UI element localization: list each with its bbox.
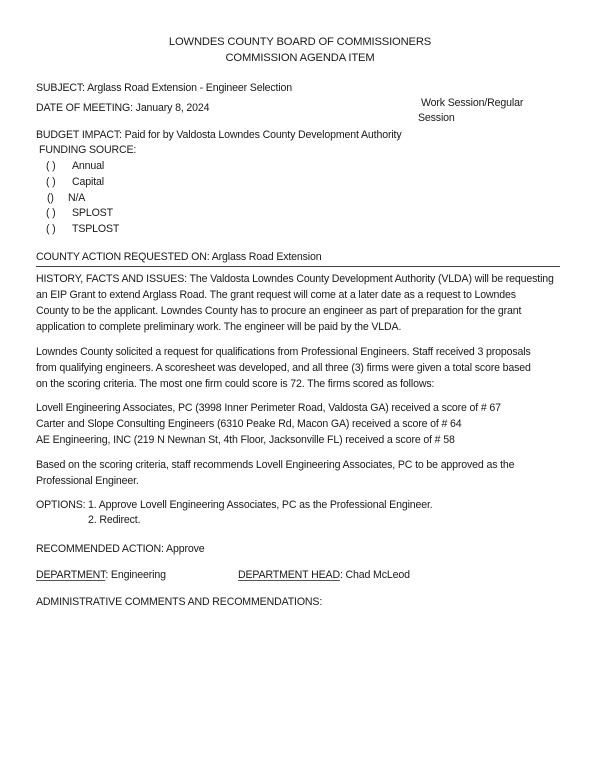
- funding-option-capital: [46, 176, 104, 188]
- history-line: application to complete preliminary work. The engineer will be paid by the VLDA.: [36, 321, 402, 333]
- budget-impact-label: BUDGET IMPACT:: [36, 129, 122, 141]
- option-item-redirect: 2. Redirect.: [88, 514, 141, 526]
- funding-checkbox-mark: ( ): [46, 207, 56, 219]
- department-head-label: DEPARTMENT HEAD: [238, 569, 340, 581]
- department-value: : Engineering: [105, 569, 166, 581]
- funding-option-label: SPLOST: [72, 207, 113, 219]
- funding-checkbox-mark: (): [47, 192, 54, 204]
- county-action-line: [36, 251, 322, 263]
- section-divider: [36, 266, 560, 267]
- session-type-line2: Session: [418, 112, 455, 124]
- history-line: an EIP Grant to extend Arglass Road. The grant request will come at a later date as a request to Lowndes: [36, 289, 516, 301]
- funding-option-tsplost: [46, 223, 119, 235]
- budget-impact-line: [36, 129, 401, 141]
- firm-scores-list: [36, 400, 566, 448]
- solicitation-line: Lowndes County solicited a request for qualifications from Professional Engineers. Staff received 3 proposals: [36, 346, 531, 358]
- subject-value: Arglass Road Extension - Engineer Selection: [87, 82, 293, 94]
- funding-option-annual: [46, 160, 104, 172]
- department-head-value: : Chad McLeod: [339, 569, 410, 581]
- option-item-approve: 1. Approve Lovell Engineering Associates, PC as the Professional Engineer.: [88, 499, 433, 511]
- funding-option-label: N/A: [68, 192, 86, 204]
- solicitation-line: from qualifying engineers. A scoresheet was developed, and all three (3) firms were given a total score based: [36, 362, 531, 374]
- funding-option-label: Capital: [72, 176, 104, 188]
- county-action-value: Arglass Road Extension: [211, 251, 322, 263]
- funding-option-label: TSPLOST: [72, 223, 120, 235]
- funding-option-label: Annual: [72, 160, 105, 172]
- solicitation-line: on the scoring criteria. The most one firm could score is 72. The firms scored as follows:: [36, 378, 435, 390]
- department-line: [36, 569, 166, 581]
- meeting-date-line: [36, 102, 209, 114]
- history-facts-paragraph: [36, 271, 566, 335]
- department-head-line: [238, 569, 410, 581]
- recommended-action-line: [36, 543, 204, 555]
- funding-option-splost: [46, 207, 113, 219]
- meeting-date-label: DATE OF MEETING:: [36, 102, 133, 114]
- funding-checkbox-mark: ( ): [46, 160, 56, 172]
- board-title: LOWNDES COUNTY BOARD OF COMMISSIONERS: [168, 36, 432, 48]
- firm-score-item: Carter and Slope Consulting Engineers (6310 Peake Rd, Macon GA) received a score of # 64: [36, 418, 462, 430]
- history-line: County to be the applicant. Lowndes County has to procure an engineer as part of preparation for the grant: [36, 305, 522, 317]
- county-action-label: COUNTY ACTION REQUESTED ON:: [36, 251, 210, 263]
- staff-recommendation-paragraph: [36, 457, 566, 489]
- admin-comments-label: ADMINISTRATIVE COMMENTS AND RECOMMENDATIONS:: [36, 596, 323, 608]
- funding-checkbox-mark: ( ): [46, 176, 56, 188]
- agenda-item-title: COMMISSION AGENDA ITEM: [225, 52, 375, 64]
- subject-line: [36, 82, 292, 94]
- recommendation-line: Based on the scoring criteria, staff recommends Lovell Engineering Associates, PC to be approved as the: [36, 459, 515, 471]
- session-type-line1: Work Session/Regular: [421, 97, 524, 109]
- funding-option-na: [47, 192, 85, 204]
- meeting-date-value: January 8, 2024: [135, 102, 210, 114]
- firm-score-item: Lovell Engineering Associates, PC (3998 Inner Perimeter Road, Valdosta GA) received a score of # 67: [36, 402, 501, 414]
- options-label: OPTIONS:: [36, 499, 86, 511]
- budget-impact-value: Paid for by Valdosta Lowndes County Development Authority: [124, 129, 402, 141]
- recommendation-line: Professional Engineer.: [36, 475, 139, 487]
- solicitation-paragraph: [36, 344, 566, 392]
- firm-score-item: AE Engineering, INC (219 N Newnan St, 4th Floor, Jacksonville FL) received a score of # 58: [36, 434, 455, 446]
- subject-label: SUBJECT:: [36, 82, 85, 94]
- history-line: HISTORY, FACTS AND ISSUES: The Valdosta Lowndes County Development Authority (VLDA) will be requesting: [36, 273, 554, 285]
- funding-source-label: FUNDING SOURCE:: [39, 144, 137, 156]
- funding-checkbox-mark: ( ): [46, 223, 56, 235]
- recommended-action-label: RECOMMENDED ACTION:: [36, 543, 164, 555]
- recommended-action-value: Approve: [166, 543, 205, 555]
- department-label: DEPARTMENT: [36, 569, 106, 581]
